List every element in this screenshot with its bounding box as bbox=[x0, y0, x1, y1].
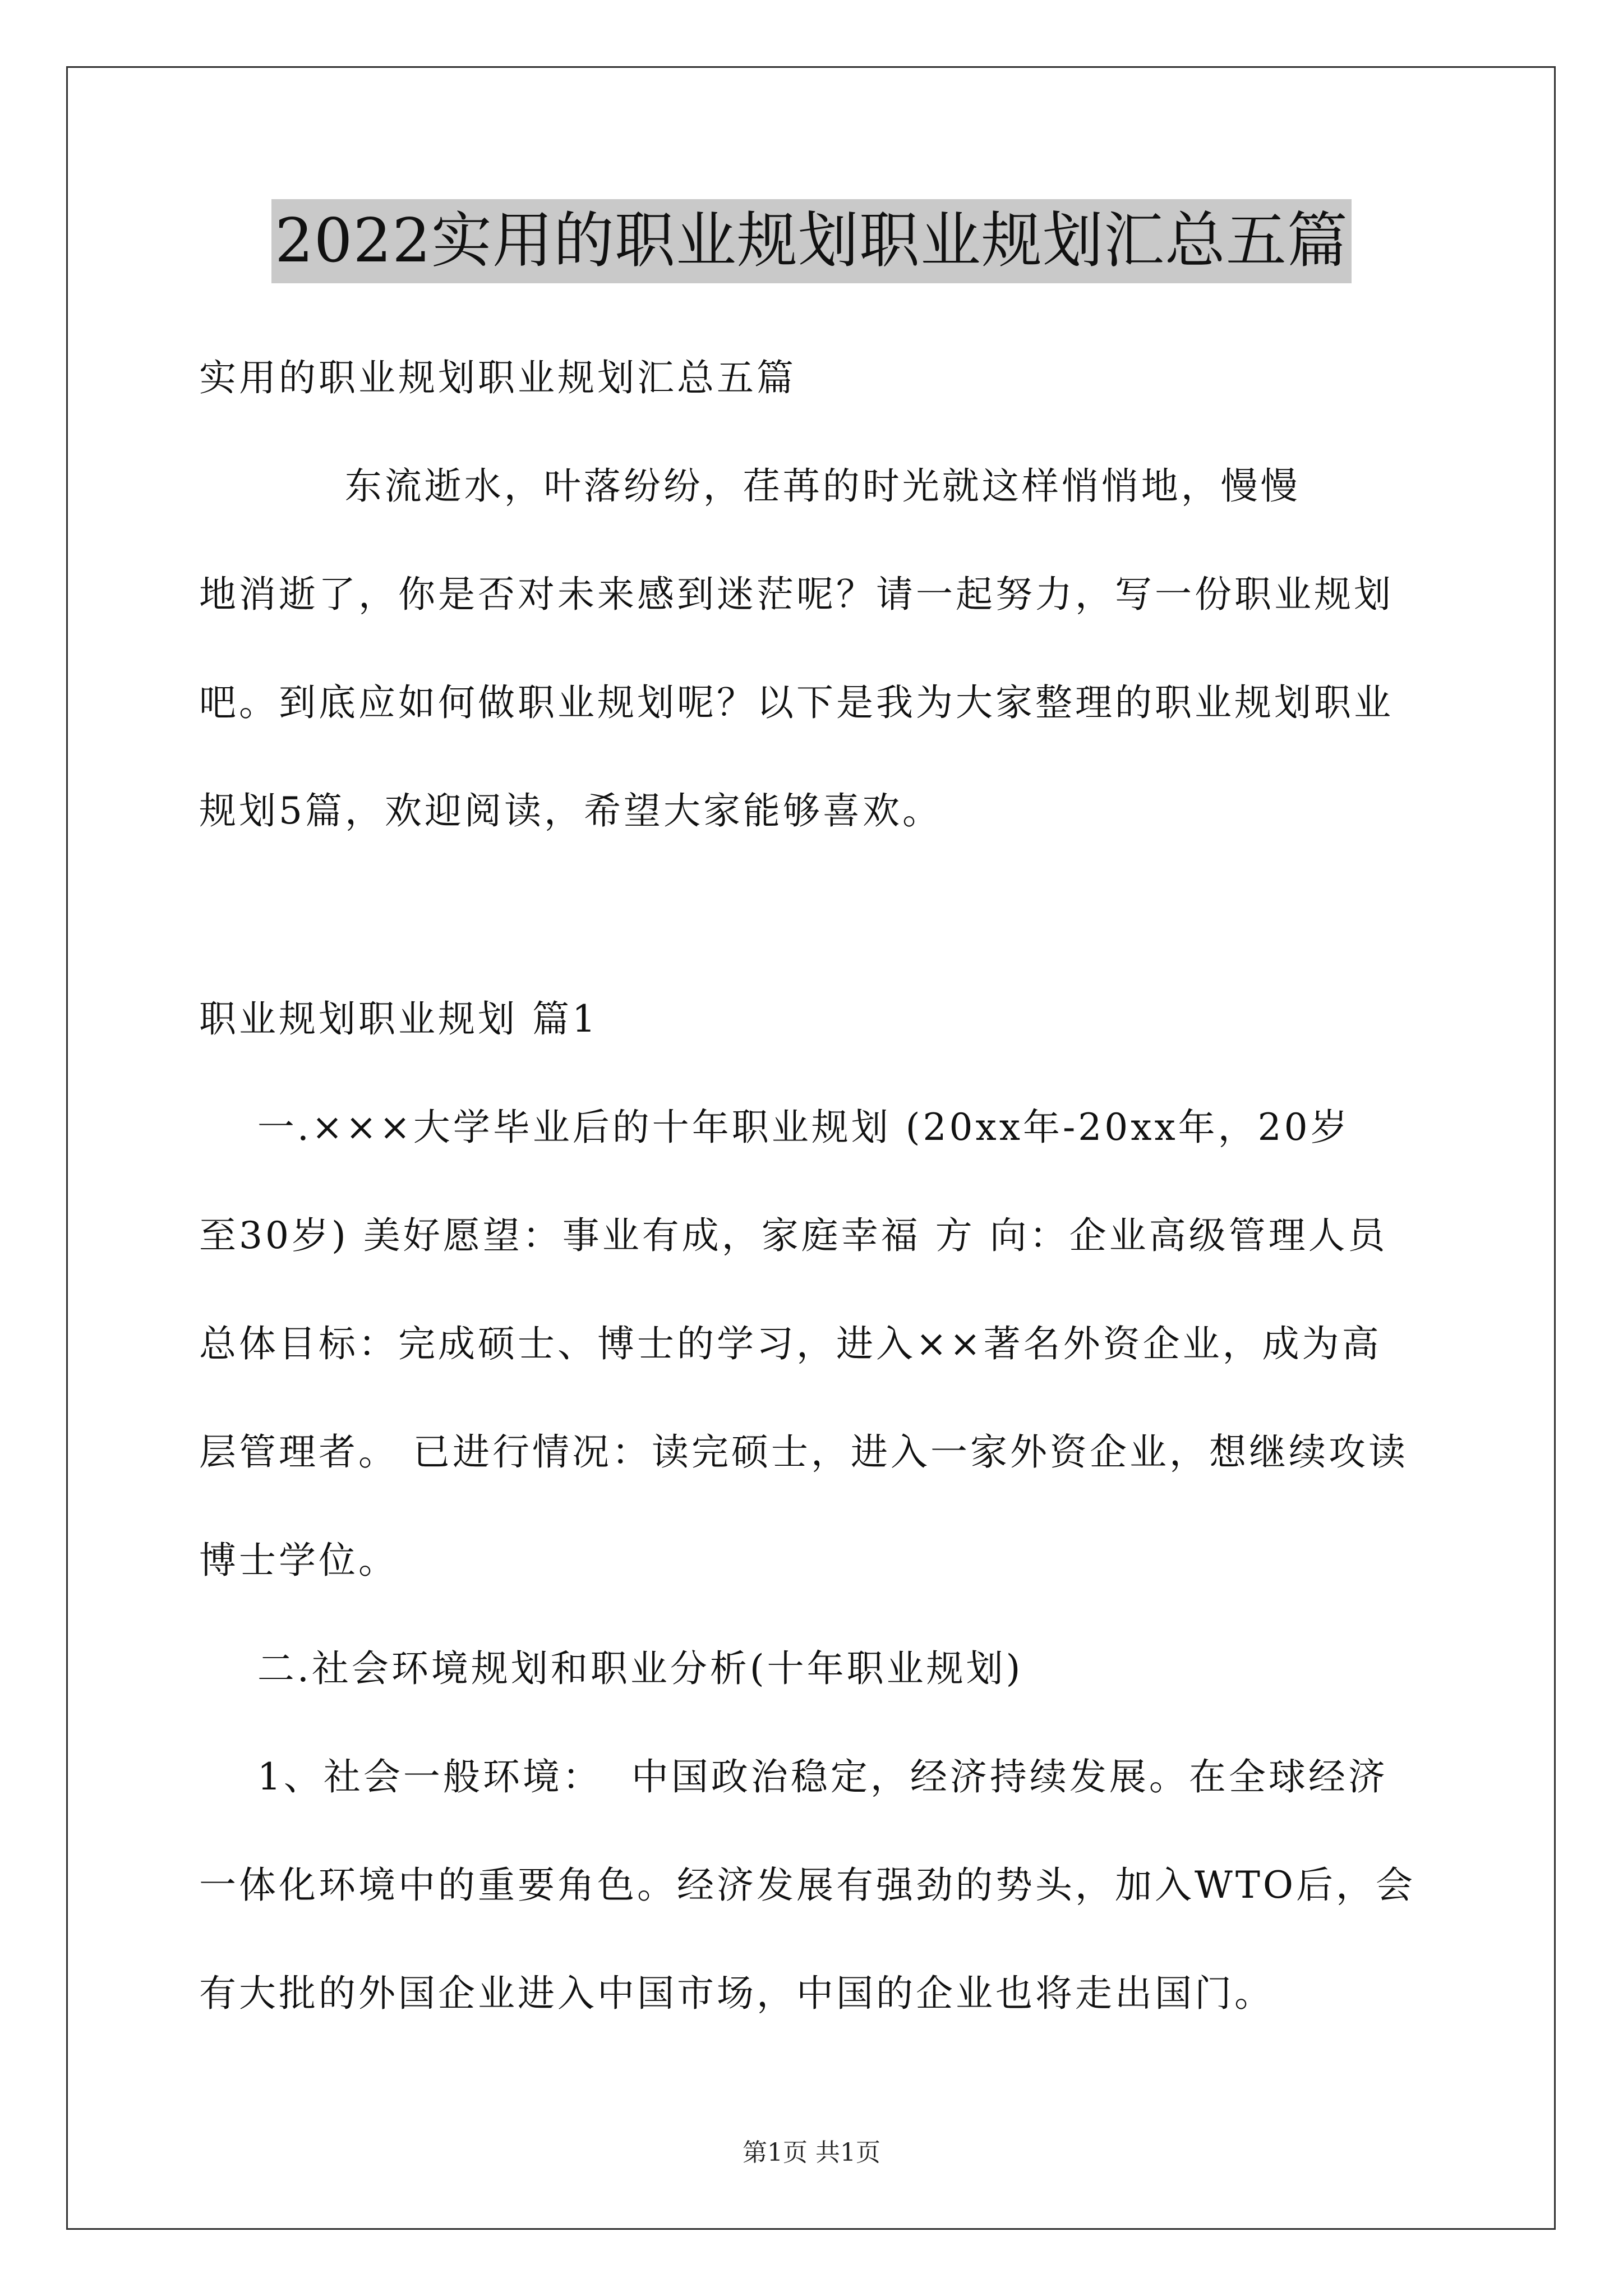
body-line: 有大批的外国企业进入中国市场，中国的企业也将走出国门。 bbox=[199, 1972, 1274, 2015]
document-title: 2022实用的职业规划职业规划汇总五篇 bbox=[271, 199, 1352, 283]
section-heading: 职业规划职业规划 篇1 bbox=[199, 997, 598, 1041]
body-line: 至30岁) 美好愿望：事业有成，家庭幸福 方 向：企业高级管理人员 bbox=[199, 1214, 1388, 1257]
section-heading-block bbox=[199, 965, 1433, 1073]
body-line: 层管理者。 已进行情况：读完硕士，进入一家外资企业，想继续攻读 bbox=[199, 1430, 1408, 1474]
page-footer: 第1页 共1页 bbox=[743, 2138, 880, 2167]
body-line: 1、社会一般环境： 中国政治稳定，经济持续发展。在全球经济 bbox=[199, 1755, 1388, 1798]
body-line: 博士学位。 bbox=[199, 1539, 398, 1582]
intro-paragraph bbox=[199, 432, 1433, 865]
intro-line: 规划5篇，欢迎阅读，希望大家能够喜欢。 bbox=[199, 789, 942, 832]
body-line: 一.×××大学毕业后的十年职业规划 (20xx年-20xx年，20岁 bbox=[199, 1106, 1350, 1149]
intro-line: 东流逝水，叶落纷纷，荏苒的时光就这样悄悄地，慢慢 bbox=[199, 464, 1301, 508]
intro-line: 吧。到底应如何做职业规划呢？以下是我为大家整理的职业规划职业 bbox=[199, 681, 1394, 724]
body-line: 二.社会环境规划和职业分析(十年职业规划) bbox=[199, 1647, 1023, 1690]
body-line: 总体目标：完成硕士、博士的学习，进入××著名外资企业，成为高 bbox=[199, 1322, 1382, 1365]
document-subtitle: 实用的职业规划职业规划汇总五篇 bbox=[199, 356, 796, 399]
body-line: 一体化环境中的重要角色。经济发展有强劲的势头，加入WTO后，会 bbox=[199, 1864, 1415, 1907]
subtitle-block bbox=[199, 324, 1433, 432]
title-container bbox=[0, 199, 1623, 283]
body-paragraphs bbox=[199, 1073, 1433, 2047]
intro-line: 地消逝了，你是否对未来感到迷茫呢？请一起努力，写一份职业规划 bbox=[199, 573, 1394, 616]
